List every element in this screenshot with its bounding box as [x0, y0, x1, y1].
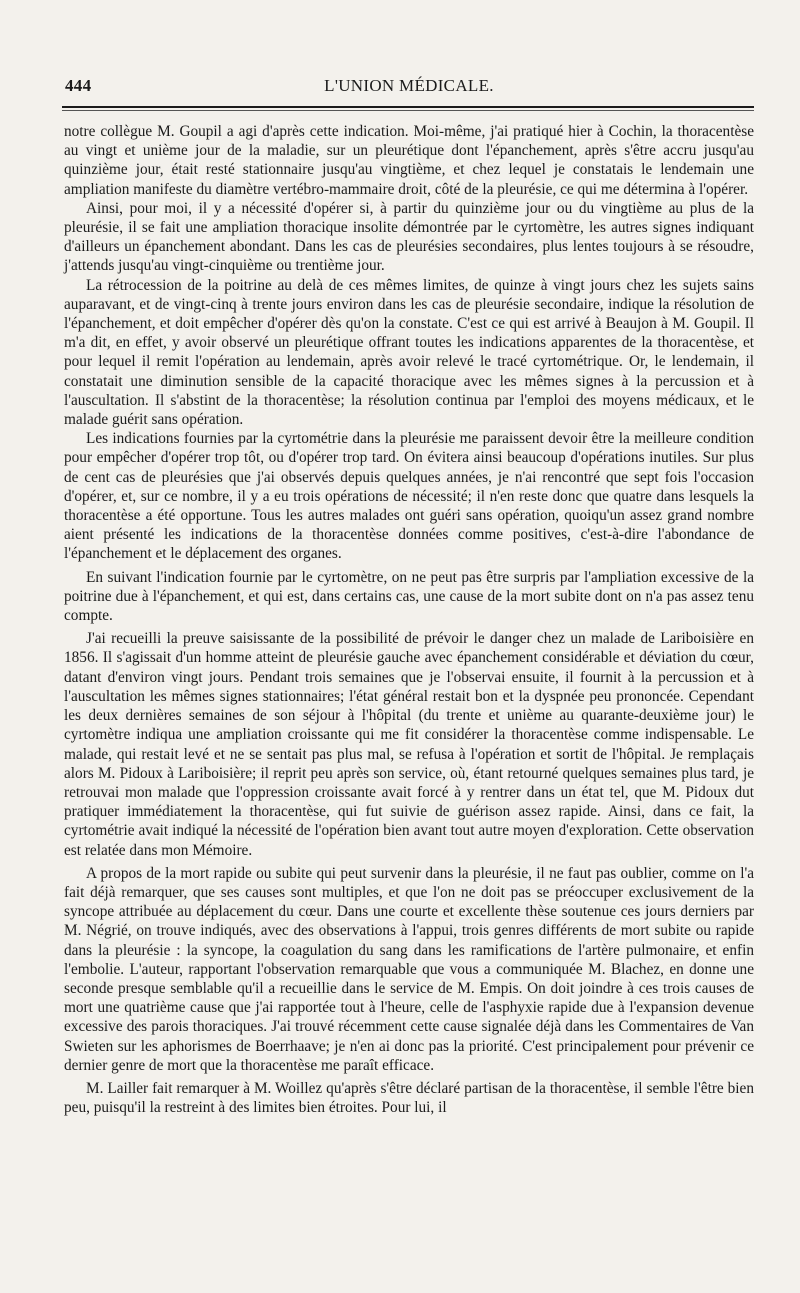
paragraph: A propos de la mort rapide ou subite qui peut survenir dans la pleurésie, il ne faut pas oublier, comme on l'a fait déjà remarquer, que ses causes sont multiples, et que l'on ne doit pas se préoccuper exclusivement de la syncope attribuée au déplacement du cœur. Dans une courte et excellente thèse soutenue ces jours derniers par M. Négrié, on trouve indiqués, avec des observations à l'appui, trois genres différents de mort subite ou rapide dans la pleurésie : la syncope, la coagulation du sang dans les ramifications de l'artère pulmonaire, et enfin l'embolie. L'auteur, rapportant l'observation remarquable que vous a communiquée M. Blachez, en donne une seconde presque semblable qu'il a recueillie dans le service de M. Empis. On doit joindre à ces trois causes de mort une quatrième cause que j'ai rapportée tout à l'heure, celle de l'asphyxie rapide due à l'expansion devenue excessive des parois thoraciques. J'ai trouvé récemment cette cause signalée déjà dans les Commentaires de Van Swieten sur les aphorismes de Boerrhaave; je n'en ai donc pas la priorité. C'est principalement pour prévenir ce dernier genre de mort que la thoracentèse me paraît efficace.	[64, 864, 754, 1074]
paragraph: M. Lailler fait remarquer à M. Woillez qu'après s'être déclaré partisan de la thoracentèse, il semble l'être bien peu, puisqu'il la restreint à des limites bien étroites. Pour lui, il	[64, 1079, 754, 1117]
running-header	[65, 76, 753, 100]
page-number: 444	[65, 76, 92, 95]
header-rule	[62, 106, 754, 108]
journal-title: L'UNION MÉDICALE.	[324, 76, 494, 95]
paragraph: Les indications fournies par la cyrtométrie dans la pleurésie me paraissent devoir être la meilleure condition pour empêcher d'opérer trop tôt, ou d'opérer trop tard. On évitera ainsi beaucoup d'opérations inutiles. Sur plus de cent cas de pleurésies que j'ai observés depuis quelques années, je n'ai rencontré que sept fois l'occasion d'opérer, et, sur ce nombre, il y a eu trois opérations de nécessité; il n'en reste donc que quatre dans lesquels la thoracentèse a été opportune. Tous les autres malades ont guéri sans opération, quoiqu'un assez grand nombre aient présenté les indications de la thoracentèse données comme positives, c'est-à-dire l'abondance de l'épanchement et le déplacement des organes.	[64, 430, 754, 563]
paragraph: La rétrocession de la poitrine au delà de ces mêmes limites, de quinze à vingt jours chez les sujets sains auparavant, et de vingt-cinq à trente jours environ dans les cas de pleurésie secondaire, indique la résolution de l'épanchement, et doit empêcher d'opérer dès qu'on la constate. C'est ce qui est arrivé à Beaujon à M. Goupil. Il m'a dit, en effet, y avoir observé un pleurétique offrant toutes les indications apparentes de la thoracentèse, et pour lequel il remit l'opération au lendemain, après avoir relevé le tracé cyrtométrique. Or, le lendemain, il constatait une diminution sensible de la capacité thoracique avec les mêmes signes à la percussion et à l'auscultation. Il s'abstint de la thoracentèse; la résolution continua par l'emploi des moyens médicaux, et le malade guérit sans opération.	[64, 276, 754, 429]
paragraph: Ainsi, pour moi, il y a nécessité d'opérer si, à partir du quinzième jour ou du vingtième au plus de la pleurésie, il se fait une ampliation thoracique insolite démontrée par le cyrtomètre, les autres signes indiquant d'ailleurs un épanchement abondant. Dans les cas de pleurésies secondaires, plus lentes toujours à se résoudre, j'attends jusqu'au vingt-cinquième ou trentième jour.	[64, 199, 754, 275]
paragraph: J'ai recueilli la preuve saisissante de la possibilité de prévoir le danger chez un malade de Lariboisière en 1856. Il s'agissait d'un homme atteint de pleurésie gauche avec épanchement considérable et déviation du cœur, datant d'environ vingt jours. Pendant trois semaines que je l'observai ensuite, il fournit à la percussion et à l'auscultation les mêmes signes stationnaires; l'état général restait bon et la dyspnée peu prononcée. Cependant les deux dernières semaines de son séjour à l'hôpital (du trente et unième au quarante-deuxième jour) le cyrtomètre indiqua une ampliation croissante qui me fit considérer la thoracentèse comme indispensable. Le malade, qui restait levé et ne se sentait pas plus mal, se refusa à l'opération et sortit de l'hôpital. Je remplaçais alors M. Pidoux à Lariboisière; il reprit peu après son service, où, étant retourné quelques semaines plus tard, je retrouvai mon malade que l'oppression croissante avait forcé à y rentrer dans un état tel, que M. Pidoux dut pratiquer immédiatement la thoracentèse, qui fut suivie de guérison assez rapide. Ainsi, dans ce fait, la cyrtométrie avait indiqué la nécessité de l'opération bien avant tout autre moyen d'exploration. Cette observation est relatée dans mon Mémoire.	[64, 630, 754, 859]
header-rule-thin	[62, 110, 754, 111]
paragraph: En suivant l'indication fournie par le cyrtomètre, on ne peut pas être surpris par l'ampliation excessive de la poitrine due à l'épanchement, et qui est, dans certains cas, une cause de la mort subite dont on n'a pas assez tenu compte.	[64, 568, 754, 625]
paragraph: notre collègue M. Goupil a agi d'après cette indication. Moi-même, j'ai pratiqué hier à Cochin, la thoracentèse au vingt et unième jour de la maladie, sur un pleurétique dont l'épanchement, après s'être accru jusqu'au quinzième jour, était resté stationnaire jusqu'au vingtième, et chez lequel je constatais le lendemain une ampliation manifeste du diamètre vertébro-mammaire droit, côté de la pleurésie, ce qui me détermina à l'opérer.	[64, 123, 754, 198]
article-body	[64, 122, 754, 1117]
